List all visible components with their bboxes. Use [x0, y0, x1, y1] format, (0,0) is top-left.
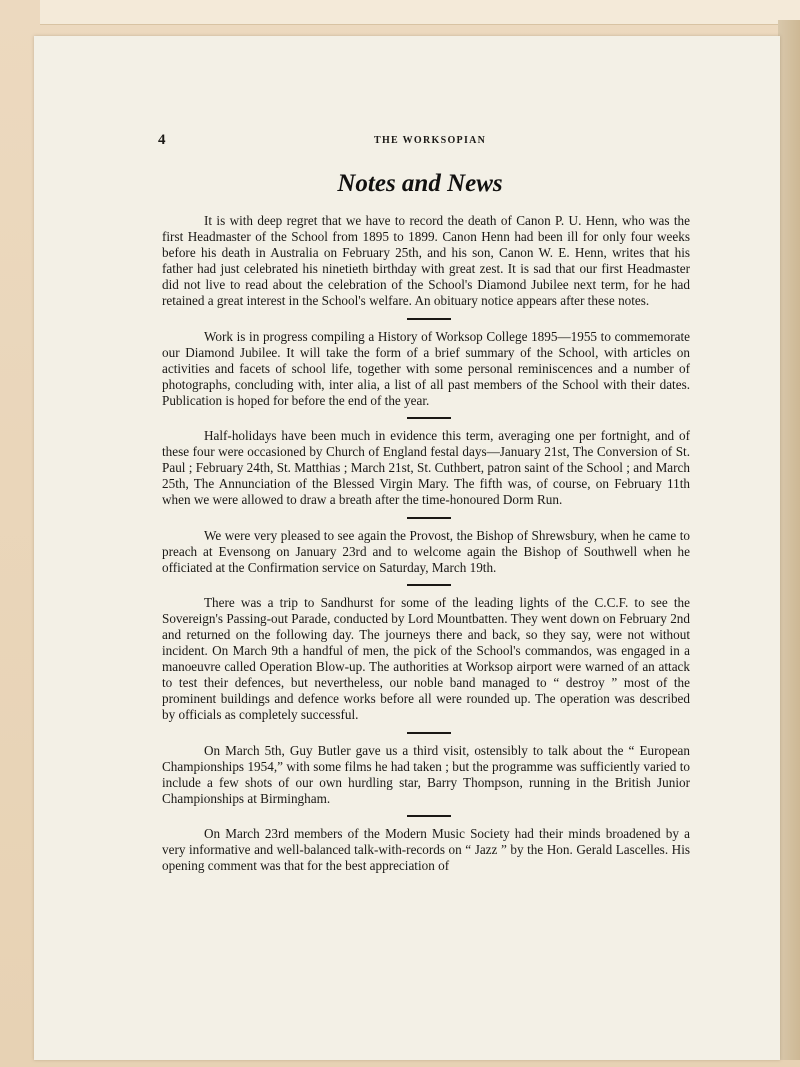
section-divider	[407, 815, 451, 817]
paragraph-obituary: It is with deep regret that we have to record the death of Canon P. U. Henn, who was the first Headmaster of the School from 1895 to 1899. Canon Henn had been ill for only four weeks before his death in Australia on February 25th, and his son, Canon W. E. Henn, writes that his father had just celebrated his ninetieth birthday with great zest. It is sad that our first Headmaster did not live to read about the celebration of the School's Diamond Jubilee next term, for he had retained a great interest in the School's welfare. An obituary notice appears after these notes.	[162, 213, 690, 309]
page-header	[158, 132, 718, 152]
article-body	[162, 213, 690, 874]
section-divider	[407, 318, 451, 320]
section-divider	[407, 517, 451, 519]
paragraph-music-society: On March 23rd members of the Modern Music Society had their minds broadened by a very informative and well-balanced talk-with-records on “ Jazz ” by the Hon. Gerald Lascelles. His opening comment was that for the best appreciation of	[162, 825, 690, 874]
running-head: THE WORKSOPIAN	[374, 135, 487, 146]
paragraph-ccf: There was a trip to Sandhurst for some of the leading lights of the C.C.F. to see the Sovereign's Passing-out Parade, conducted by Lord Mountbatten. They went down on February 2nd and returned on the following day. The journeys there and back, so they say, were not without incident. On March 9th a handful of men, the pick of the School's commandos, was engaged in a manoeuvre called Operation Blow-up. The authorities at Worksop airport were warned of an attack to test their defences, but nevertheless, our noble band managed to “ destroy ” most of the prominent buildings and defence works before all were rounded up. The operation was described by officials as completely successful.	[162, 594, 690, 723]
cover-edge	[40, 0, 800, 25]
section-divider	[407, 584, 451, 586]
paragraph-history: Work is in progress compiling a History of Worksop College 1895—1955 to commemorate our Diamond Jubilee. It will take the form of a brief summary of the School, with articles on activities and facets of school life, together with some personal reminiscences and a number of photographs, concluding with, inter alia, a list of all past members of the School with their dates. Publication is hoped for before the end of the year.	[162, 328, 690, 408]
paragraph-visitors: We were very pleased to see again the Provost, the Bishop of Shrewsbury, when he came to preach at Evensong on January 23rd and to welcome again the Bishop of Southwell when he officiated at the Confirmation service on Saturday, March 19th.	[162, 527, 690, 575]
paragraph-half-holidays: Half-holidays have been much in evidence this term, averaging one per fortnight, and of these four were occasioned by Church of England festal days—January 21st, The Conversion of St. Paul ; February 24th, St. Matthias ; March 21st, St. Cuthbert, patron saint of the School ; and March 25th, The Annunciation of the Blessed Virgin Mary. The fifth was, of course, on February 11th when we were allowed to draw a breath after the time-honoured Dorm Run.	[162, 428, 690, 508]
paragraph-guy-butler: On March 5th, Guy Butler gave us a third visit, ostensibly to talk about the “ European Championships 1954,” with some films he had taken ; but the programme was sufficiently varied to include a few shots of our own hurdling star, Barry Thompson, running in the British Junior Championships at Birmingham.	[162, 742, 690, 806]
section-divider	[407, 417, 451, 419]
page-number: 4	[158, 132, 166, 148]
section-title: Notes and News	[337, 170, 503, 197]
section-divider	[407, 732, 451, 734]
